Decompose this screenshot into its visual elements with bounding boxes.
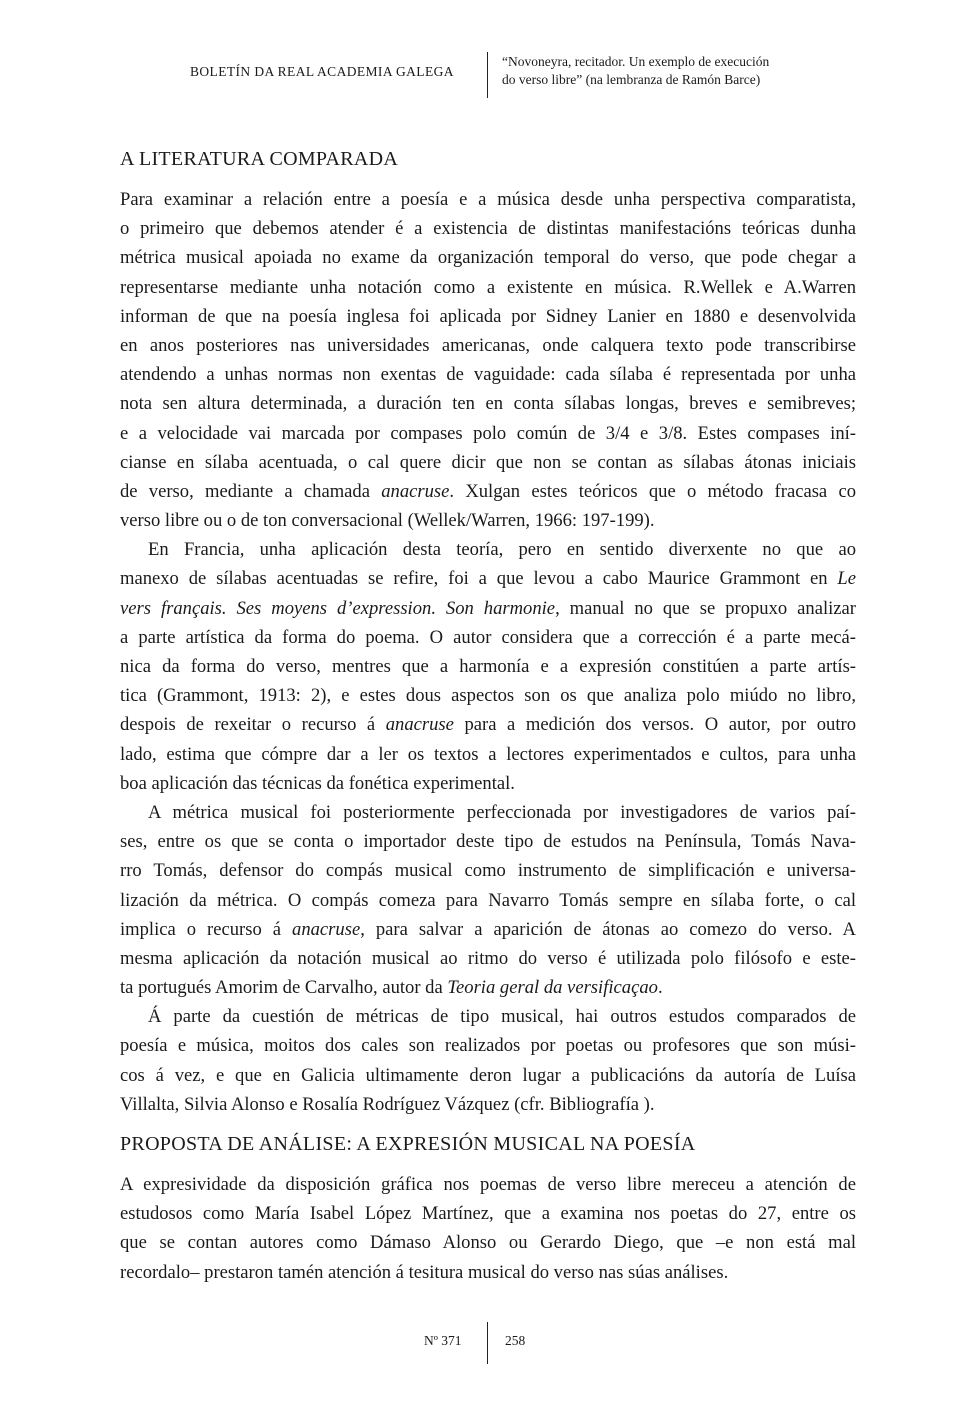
italic-title: Teoria geral da versificaçao (447, 977, 658, 999)
paragraph (120, 535, 856, 798)
text-line (120, 652, 856, 681)
text-span: métrica musical apoiada no exame da organización temporal do verso, que pode chegar a (120, 247, 856, 269)
text-line (120, 389, 856, 418)
text-span: ses, entre os que se conta o importador deste tipo de estudos na Península, Tomás Nava- (120, 831, 856, 853)
section-heading: A LITERATURA COMPARADA (120, 148, 399, 170)
text-line (120, 185, 856, 214)
text-span: tica (Grammont, 1913: 2), e estes dous aspectos son os que analiza polo miúdo no libro, (120, 685, 856, 707)
text-line (120, 740, 856, 769)
italic-title: anacruse (381, 480, 450, 502)
paragraph (120, 185, 856, 535)
text-span: , manual no que se propuxo analizar (555, 597, 856, 619)
text-line (120, 1061, 856, 1090)
text-line (120, 419, 856, 448)
text-span: . Xulgan estes teóricos que o método fracasa co (449, 480, 856, 502)
header-divider (487, 52, 488, 98)
text-span: estudosos como María Isabel López Martínez, que a examina nos poetas do 27, entre os (120, 1203, 856, 1225)
text-span: para a medición dos versos. O autor, por outro (453, 714, 856, 736)
italic-title: anacruse (385, 714, 454, 736)
text-line (120, 623, 856, 652)
text-span: Villalta, Silvia Alonso e Rosalía Rodríguez Vázquez (cfr. Bibliografía ). (120, 1093, 655, 1115)
text-line (120, 1090, 856, 1119)
italic-title: vers français. Ses moyens d’expression. Son harmonie (120, 597, 556, 619)
article-title (502, 53, 769, 89)
text-span: nota sen altura determinada, a duración ten en conta sílabas longas, breves e semibreves; (120, 393, 856, 415)
text-span: a parte artística da forma do poema. O autor considera que a corrección é a parte mecá- (120, 626, 856, 648)
text-span: rro Tomás, defensor do compás musical como instrumento de simplificación e universa- (120, 860, 856, 882)
italic-title: Le (837, 568, 856, 590)
text-line (120, 856, 856, 885)
text-span: e a velocidade vai marcada por compases polo común de 3/4 e 3/8. Estes compases iní- (120, 422, 856, 444)
text-span: Á parte da cuestión de métricas de tipo musical, hai outros estudos comparados de (148, 1006, 856, 1028)
text-line (120, 1258, 856, 1287)
text-span: informan de que na poesía inglesa foi aplicada por Sidney Lanier en 1880 e desenvolvida (120, 305, 856, 327)
text-line (120, 1170, 856, 1199)
text-span: nica da forma do verso, mentres que a harmonía e a expresión constitúen a parte artís- (120, 656, 856, 677)
text-span: recordalo– prestaron tamén atención á tesitura musical do verso nas súas análises. (120, 1261, 729, 1283)
text-span: Para examinar a relación entre a poesía e a música desde unha perspectiva comparatista, (120, 189, 856, 210)
article-title-line: do verso libre” (na lembranza de Ramón Barce) (502, 72, 761, 87)
text-line (120, 477, 856, 506)
article-title-line: “Novoneyra, recitador. Un exemplo de execución (502, 54, 770, 69)
text-span: de verso, mediante a chamada (120, 480, 382, 502)
text-span: o primeiro que debemos atender é a existencia de distintas manifestacións teóricas dunha (120, 218, 856, 240)
text-line (120, 360, 856, 389)
text-line (120, 506, 856, 535)
paragraph (120, 798, 856, 1002)
text-line (120, 273, 856, 302)
text-line (120, 302, 856, 331)
text-line (120, 827, 856, 856)
paragraph (120, 1002, 856, 1119)
text-line (120, 214, 856, 243)
text-span: manexo de sílabas acentuadas se refire, foi a que levou a cabo Maurice Grammont en (120, 568, 838, 590)
text-span: despois de rexeitar o recurso á (120, 714, 386, 736)
text-line (120, 243, 856, 272)
text-span: cos á vez, e que en Galicia ultimamente deron lugar a publicacións da autoría de Luísa (120, 1064, 856, 1086)
page-body (120, 144, 856, 1287)
section-heading: PROPOSTA DE ANÁLISE: A EXPRESIÓN MUSICAL NA POESÍA (120, 1133, 696, 1155)
text-line (120, 944, 856, 973)
text-span: cianse en sílaba acentuada, o cal quere dicir que non se contan as sílabas átonas iniciais (120, 451, 856, 473)
text-span: A métrica musical foi posteriormente perfeccionada por investigadores de varios paí- (148, 801, 856, 823)
text-line (120, 594, 856, 623)
text-span: lado, estima que cómpre dar a ler os textos a lectores experimentados e cultos, para unha (120, 743, 856, 765)
text-line (120, 915, 856, 944)
text-span: que se contan autores como Dámaso Alonso ou Gerardo Diego, que –e non está mal (120, 1232, 856, 1254)
text-span: representarse mediante unha notación como a existente en música. R.Wellek e A.Warren (120, 276, 856, 298)
text-span: ta portugués Amorim de Carvalho, autor da (120, 977, 448, 999)
text-line (120, 681, 856, 710)
text-line (120, 769, 856, 798)
section (120, 144, 856, 1119)
section (120, 1129, 856, 1287)
text-line (120, 448, 856, 477)
text-span: A expresividade da disposición gráfica nos poemas de verso libre mereceu a atención de (120, 1174, 856, 1195)
text-line (120, 331, 856, 360)
journal-title: BOLETÍN DA REAL ACADEMIA GALEGA (190, 64, 454, 79)
text-span: En Francia, unha aplicación desta teoría, pero en sentido diverxente no que ao (148, 539, 856, 561)
paragraph (120, 1170, 856, 1287)
text-span: . (657, 977, 663, 999)
text-line (120, 1199, 856, 1228)
text-span: implica o recurso á (120, 918, 293, 940)
text-span: boa aplicación das técnicas da fonética experimental. (120, 772, 515, 794)
page-number: 258 (505, 1333, 526, 1348)
text-span: poesía e música, moitos dos cales son realizados por poetas ou profesores que son músi- (120, 1035, 856, 1057)
text-line (120, 564, 856, 593)
text-line (120, 798, 856, 827)
text-line (120, 1031, 856, 1060)
text-span: verso libre ou o de ton conversacional (Wellek/Warren, 1966: 197-199). (120, 510, 655, 532)
text-span: mesma aplicación da notación musical ao ritmo do verso é utilizada polo filósofo e este- (120, 947, 856, 969)
text-span: lización da métrica. O compás comeza para Navarro Tomás sempre en sílaba forte, o cal (120, 889, 856, 911)
text-line (120, 535, 856, 564)
text-span: en anos posteriores nas universidades americanas, onde calquera texto pode transcribirse (120, 334, 856, 356)
footer-divider (487, 1322, 488, 1364)
issue-number: Nº 371 (424, 1333, 462, 1348)
text-line (120, 710, 856, 739)
italic-title: anacruse (292, 918, 361, 940)
text-line (120, 1228, 856, 1257)
text-line (120, 1002, 856, 1031)
text-line (120, 886, 856, 915)
text-span: , para salvar a aparición de átonas ao comezo do verso. A (360, 918, 856, 940)
text-span: atendendo a unhas normas non exentas de vaguidade: cada sílaba é representada por unha (120, 364, 856, 386)
text-line (120, 973, 856, 1002)
